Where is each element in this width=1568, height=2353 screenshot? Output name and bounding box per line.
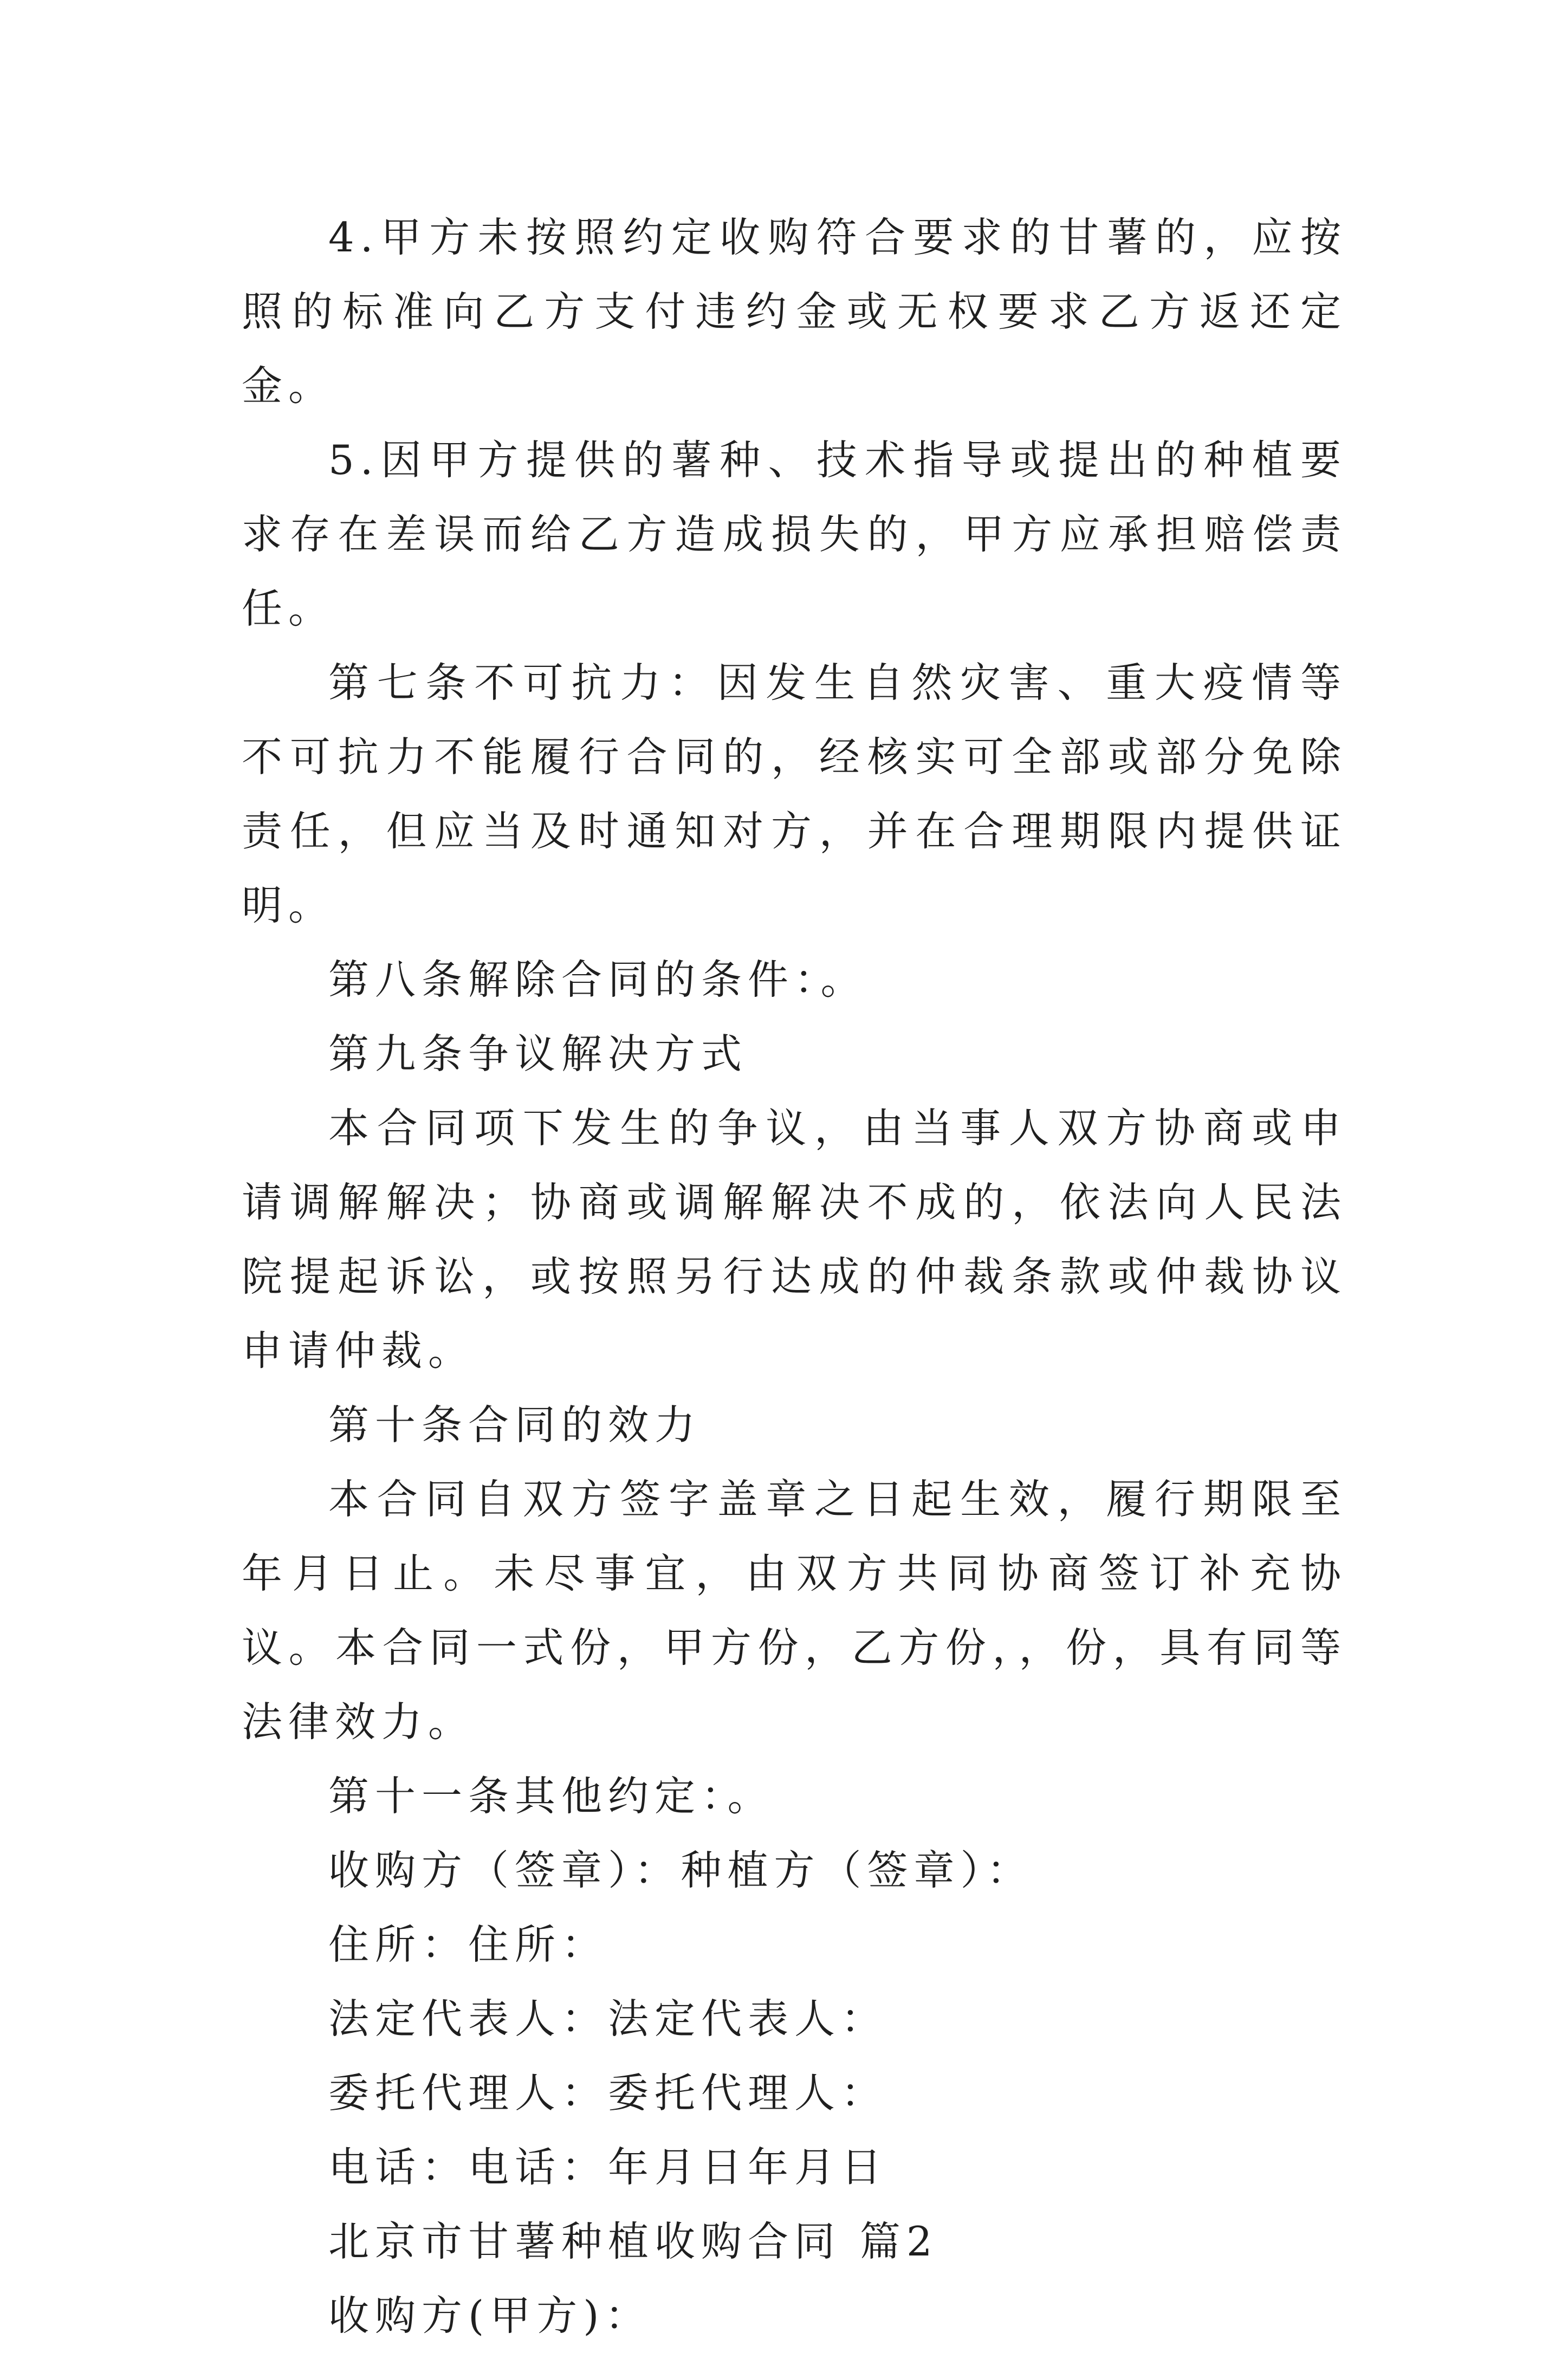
heading-article-9: 第九条争议解决方式 [328,1030,748,1078]
paragraph-article-7: 第七条不可抗力：因发生自然灾害、重大疫情等不可抗力不能履行合同的，经核实可全部或部分免除责任，但应当及时通知对方，并在合理期限内提供证明。 [242,659,1347,929]
section-title-part-2: 北京市甘薯种植收购合同 篇2 [328,2218,938,2265]
paragraph-buyer-party: 收购方(甲方)： [328,2292,652,2339]
signature-line-parties: 收购方（签章）：种植方（签章）： [328,1846,1034,1894]
paragraph-article-8: 第八条解除合同的条件：。 [328,956,867,1003]
signature-line-legal-representative: 法定代表人：法定代表人： [328,1995,888,2043]
document-body [242,200,1347,2353]
paragraph-clause-5: 5.因甲方提供的薯种、技术指导或提出的种植要求存在差误而给乙方造成损失的，甲方应承担赔偿责任。 [242,436,1347,632]
signature-line-agent: 委托代理人：委托代理人： [328,2069,888,2117]
paragraph-article-11: 第十一条其他约定：。 [328,1772,774,1820]
signature-line-address: 住所：住所： [328,1921,608,1968]
paragraph-dispute-resolution: 本合同项下发生的争议，由当事人双方协商或申请调解解决；协商或调解解决不成的，依法向人民法院提起诉讼，或按照另行达成的仲裁条款或仲裁协议申请仲裁。 [242,1104,1347,1375]
paragraph-clause-4: 4.甲方未按照约定收购符合要求的甘薯的，应按照的标准向乙方支付违约金或无权要求乙方返还定金。 [242,213,1347,410]
heading-article-10: 第十条合同的效力 [328,1401,702,1449]
paragraph-contract-effect: 本合同自双方签字盖章之日起生效，履行期限至年月日止。未尽事宜，由双方共同协商签订补充协议。本合同一式份，甲方份，乙方份，，份，具有同等法律效力。 [242,1475,1347,1746]
signature-line-phone-date: 电话：电话：年月日年月日 [328,2143,888,2191]
